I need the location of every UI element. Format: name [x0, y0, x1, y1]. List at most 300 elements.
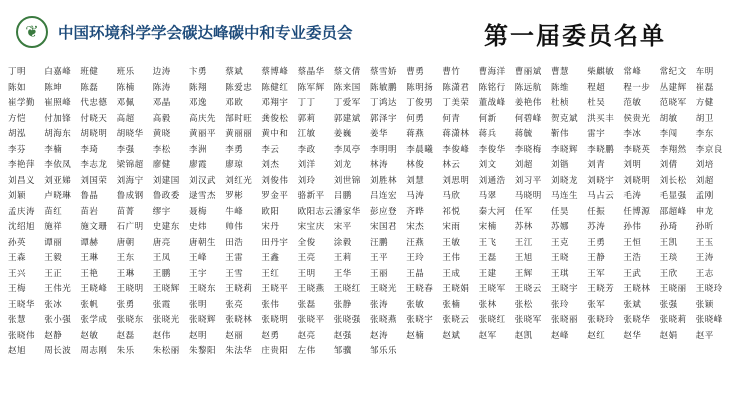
member-name: 唐朝生 — [189, 237, 217, 248]
member-name: 刘晓明 — [623, 175, 651, 186]
member-name: 刘龙 — [333, 160, 352, 170]
member-name: 蒋潇林 — [442, 129, 470, 139]
member-name: 潘家华 — [333, 206, 361, 217]
member-name: 王武 — [623, 268, 642, 279]
member-name: 姜华 — [370, 129, 389, 139]
member-name: 王辉 — [514, 268, 533, 279]
member-name: 王磊 — [478, 253, 497, 263]
member-name: 任军 — [514, 206, 533, 217]
member-name: 侯贵光 — [623, 113, 651, 124]
member-name: 李琦 — [80, 144, 99, 155]
header — [0, 0, 737, 60]
member-name: 缪宇 — [152, 206, 171, 217]
member-name: 周志刚 — [80, 346, 108, 356]
member-name: 刘超 — [514, 160, 533, 170]
member-name: 邹骥 — [333, 346, 352, 356]
member-name: 聂梅 — [189, 206, 208, 217]
member-name: 李晨曦 — [406, 144, 434, 155]
member-name: 史建东 — [152, 222, 180, 232]
member-name: 田丹宇 — [261, 237, 289, 248]
member-name: 李凤亭 — [333, 144, 361, 155]
member-name: 张勇 — [116, 299, 135, 310]
member-name: 张楠 — [442, 299, 461, 310]
member-name: 刘思明 — [442, 175, 470, 186]
member-name: 王华 — [333, 268, 352, 279]
page-title: 第一届委员名单 — [484, 22, 666, 50]
member-name: 王琳 — [80, 253, 99, 263]
member-name: 丁丁 — [297, 98, 316, 108]
member-name: 王森 — [8, 253, 27, 263]
member-name: 王晓玲 — [695, 284, 723, 294]
member-name: 李洲 — [189, 144, 208, 155]
member-name: 刘晓龙 — [551, 175, 579, 186]
member-name: 常峰 — [623, 67, 642, 77]
member-name: 王建 — [478, 268, 497, 279]
member-name: 雷宇 — [587, 129, 606, 139]
member-name: 赵明 — [189, 330, 208, 341]
member-name: 陈维 — [551, 82, 570, 93]
member-name: 刘海宁 — [116, 175, 144, 186]
member-name: 边涛 — [152, 67, 171, 77]
member-name: 赵勇 — [261, 330, 280, 341]
member-name: 王晓云 — [514, 284, 542, 294]
member-name: 代忠德 — [80, 98, 108, 108]
member-name: 邓晶 — [152, 98, 171, 108]
member-name: 蒋燕 — [406, 129, 425, 139]
member-name: 刘慧 — [406, 175, 425, 186]
member-name: 谭赫 — [80, 237, 99, 248]
member-name: 崔磊 — [695, 82, 714, 93]
member-name: 丁爱军 — [333, 98, 361, 108]
member-name: 班乐 — [116, 67, 135, 77]
member-name: 陈铭行 — [478, 82, 506, 93]
member-name: 刘文 — [478, 160, 497, 170]
member-name: 孟庆涛 — [8, 206, 36, 217]
member-name: 班健 — [80, 67, 99, 77]
member-name: 李楠 — [44, 144, 63, 155]
member-name: 王晓华 — [8, 299, 36, 310]
member-name: 鲁成钢 — [116, 191, 144, 201]
member-name: 邓佩 — [116, 98, 135, 108]
member-name: 陈远航 — [514, 82, 542, 93]
member-name: 蔡晶华 — [297, 67, 325, 77]
member-name: 唐朝 — [116, 237, 135, 248]
member-name: 常纪文 — [659, 67, 687, 77]
member-name: 马晓明 — [514, 191, 542, 201]
member-name: 黄丽平 — [189, 129, 217, 139]
member-name: 王明 — [297, 268, 316, 279]
member-name: 申龙 — [695, 206, 714, 217]
member-name: 王伟 — [442, 253, 461, 263]
member-name: 赵伟 — [152, 330, 171, 341]
member-name: 曹勇 — [406, 67, 425, 77]
member-name: 王东 — [116, 253, 135, 263]
member-name: 贺克斌 — [551, 113, 579, 124]
member-name: 张晓东 — [116, 315, 144, 325]
member-name: 张玲 — [551, 299, 570, 310]
member-name: 柴麒敏 — [587, 67, 615, 77]
member-name: 张学成 — [80, 315, 108, 325]
member-name: 张涛 — [370, 299, 389, 310]
member-name: 李晓英 — [623, 144, 651, 155]
member-name: 祁悦 — [442, 206, 461, 217]
member-name: 施文珊 — [80, 222, 108, 232]
member-name: 宋平 — [333, 222, 352, 232]
member-name: 郭建斌 — [333, 113, 361, 124]
member-name: 王静 — [587, 253, 606, 263]
member-name: 王玲 — [406, 253, 425, 263]
member-name: 孟刚 — [695, 191, 714, 201]
member-name: 王晶 — [406, 268, 425, 279]
member-name: 王晓明 — [116, 284, 144, 294]
member-name: 孙昕 — [695, 222, 714, 232]
member-name: 王晓军 — [478, 284, 506, 294]
member-name: 方健 — [695, 98, 714, 108]
member-name: 王晓莉 — [225, 284, 253, 294]
member-name: 宋国君 — [370, 222, 398, 232]
member-name: 卢晓琳 — [44, 191, 72, 201]
member-name: 蒋兵 — [478, 129, 497, 139]
member-name: 马翠 — [478, 191, 497, 201]
member-name: 付加锋 — [44, 113, 72, 124]
member-name: 庄贵阳 — [261, 346, 289, 356]
member-name: 丁鸿达 — [370, 98, 398, 108]
member-name: 王鑫 — [261, 253, 280, 263]
member-name: 王晓芳 — [587, 284, 615, 294]
member-name: 王晓宇 — [551, 284, 579, 294]
member-name: 郭莉 — [297, 113, 316, 124]
member-name: 张晓伟 — [8, 330, 36, 341]
member-name: 王鹏 — [152, 268, 171, 279]
member-name: 刘超 — [695, 175, 714, 186]
member-name: 廖琼 — [225, 160, 244, 170]
member-name: 王晓燕 — [297, 284, 325, 294]
member-name: 王勇 — [587, 237, 606, 248]
member-name: 范晓军 — [659, 98, 687, 108]
member-name: 张伟 — [261, 299, 280, 310]
member-name: 陈磊 — [80, 82, 99, 93]
member-name: 李明明 — [370, 144, 398, 155]
member-name: 曹竹 — [442, 67, 461, 77]
member-name: 胡晓华 — [116, 129, 144, 139]
member-name: 刘锴 — [551, 160, 570, 170]
member-name: 王晓 — [551, 253, 570, 263]
member-name: 姜巍 — [333, 129, 352, 139]
member-name: 李志龙 — [80, 160, 108, 170]
member-name-grid — [8, 66, 732, 359]
member-name: 李依凤 — [44, 160, 72, 170]
member-name: 廖霞 — [189, 160, 208, 170]
member-name: 张林 — [478, 299, 497, 310]
member-name: 秦大河 — [478, 206, 506, 217]
member-name: 陈坤 — [44, 82, 63, 93]
member-name: 左伟 — [297, 346, 316, 356]
member-name: 张颖 — [695, 299, 714, 310]
org-title: 中国环境科学学会碳达峰碳中和专业委员会 — [58, 24, 353, 42]
member-name: 汪燕 — [406, 237, 425, 248]
member-name: 刘建国 — [152, 175, 180, 186]
member-name: 张亮 — [225, 299, 244, 310]
member-name: 赵军 — [478, 330, 497, 341]
member-name: 赵涛 — [370, 330, 389, 341]
member-name: 张晓平 — [297, 315, 325, 325]
member-name: 张晓辉 — [189, 315, 217, 325]
member-name: 李松 — [152, 144, 171, 155]
member-name: 杜吴 — [587, 98, 606, 108]
member-name: 罗金平 — [261, 191, 289, 201]
member-name: 高毅 — [152, 113, 171, 124]
member-name: 王晓红 — [333, 284, 361, 294]
member-name: 骆新平 — [297, 191, 325, 201]
member-name: 蔡雪娇 — [370, 67, 398, 77]
member-name: 王亮 — [297, 253, 316, 263]
member-name: 刘世锦 — [333, 175, 361, 186]
member-name: 汪鹏 — [370, 237, 389, 248]
member-name: 黄中和 — [261, 129, 289, 139]
member-name: 林俊 — [406, 160, 425, 170]
member-name: 刘青 — [587, 160, 606, 170]
member-name: 王晓东 — [189, 284, 217, 294]
member-name: 蒋毓 — [514, 129, 533, 139]
member-name: 付晓天 — [80, 113, 108, 124]
member-name: 王莉 — [333, 253, 352, 263]
member-name: 蔡文倩 — [333, 67, 361, 77]
member-name: 孙琦 — [659, 222, 678, 232]
member-name: 刘晓宇 — [587, 175, 615, 186]
member-name: 胡泓 — [8, 129, 27, 139]
member-name: 刘长松 — [659, 175, 687, 186]
member-name: 宋杰 — [406, 222, 425, 232]
member-name: 赵娟 — [659, 330, 678, 341]
member-name: 丁明 — [8, 67, 27, 77]
member-name: 江敏 — [297, 129, 316, 139]
member-name: 欧阳 — [261, 206, 280, 217]
member-name: 赵磊 — [116, 330, 135, 341]
member-name: 李闯 — [659, 129, 678, 139]
member-name: 朱黎阳 — [189, 346, 217, 356]
member-name: 王凤 — [152, 253, 171, 263]
member-name: 李东 — [695, 129, 714, 139]
member-name: 马欣 — [442, 191, 461, 201]
member-name: 丁俊男 — [406, 98, 434, 108]
member-name: 张晓军 — [514, 315, 542, 325]
member-name: 陈健红 — [261, 82, 289, 93]
member-name: 朱乐 — [116, 346, 135, 356]
member-name: 刘明 — [623, 160, 642, 170]
member-name: 王晓光 — [370, 284, 398, 294]
member-name: 李俊峰 — [442, 144, 470, 155]
member-name: 朱法华 — [225, 346, 253, 356]
member-name: 苏林 — [514, 222, 533, 232]
member-name: 全俊 — [297, 237, 316, 248]
member-name: 张冰 — [44, 299, 63, 310]
member-name: 赵静 — [44, 330, 63, 341]
member-name: 张晓燕 — [370, 315, 398, 325]
member-name: 陈敏鹏 — [370, 82, 398, 93]
member-name: 张霞 — [152, 299, 171, 310]
member-name: 陈来国 — [333, 82, 361, 93]
member-name: 陈翔 — [189, 82, 208, 93]
member-name: 张小强 — [44, 315, 72, 325]
member-name: 丁美荣 — [442, 98, 470, 108]
member-name: 程一步 — [623, 82, 651, 93]
member-name: 刘颖 — [8, 191, 27, 201]
member-name: 任振 — [587, 206, 606, 217]
member-name: 王琪 — [551, 268, 570, 279]
member-name: 洪买丰 — [587, 113, 615, 124]
member-name: 何新 — [478, 113, 497, 124]
member-name: 何勇 — [406, 113, 425, 124]
member-name: 李云 — [261, 144, 280, 155]
member-name: 王梅 — [8, 284, 27, 294]
member-name: 李强 — [116, 144, 135, 155]
member-name: 靳伟 — [551, 129, 570, 139]
member-name: 王飞 — [478, 237, 497, 248]
member-name: 任昊 — [551, 206, 570, 217]
member-name: 王艳 — [80, 268, 99, 279]
member-name: 姜艳伟 — [514, 98, 542, 108]
member-name: 王欣 — [659, 268, 678, 279]
member-name: 苏涛 — [587, 222, 606, 232]
member-name: 李艳萍 — [8, 160, 36, 170]
member-name: 邵超峰 — [659, 206, 687, 217]
member-name: 高庆先 — [189, 113, 217, 124]
member-name: 王宇 — [189, 268, 208, 279]
member-name: 张敏 — [406, 299, 425, 310]
member-name: 王玉 — [695, 237, 714, 248]
member-name: 王凯 — [659, 237, 678, 248]
member-name: 吕鹏 — [333, 191, 352, 201]
member-name: 何碧峰 — [514, 113, 542, 124]
member-name: 张晓峰 — [695, 315, 723, 325]
member-name: 牛峰 — [225, 206, 244, 217]
member-name: 苗菁 — [116, 206, 135, 217]
member-name: 王晓平 — [261, 284, 289, 294]
member-name: 王平 — [370, 253, 389, 263]
member-name: 孙伟 — [623, 222, 642, 232]
member-name: 王琳 — [116, 268, 135, 279]
member-name: 刘亚娣 — [44, 175, 72, 186]
member-name: 赵丽 — [225, 330, 244, 341]
member-name: 李勇 — [225, 144, 244, 155]
member-name: 胡晓明 — [80, 129, 108, 139]
member-name: 丛建辉 — [659, 82, 687, 93]
member-name: 张静 — [333, 299, 352, 310]
member-name: 彭应登 — [370, 206, 398, 217]
member-name: 张军 — [587, 299, 606, 310]
member-name: 王晓娟 — [442, 284, 470, 294]
member-name: 曹海洋 — [478, 67, 506, 77]
member-name: 王江 — [514, 237, 533, 248]
member-name: 张松 — [514, 299, 533, 310]
member-name: 王恒 — [623, 237, 642, 248]
member-name: 李京良 — [695, 144, 723, 155]
member-name: 黄丽丽 — [225, 129, 253, 139]
member-name: 李翔然 — [659, 144, 687, 155]
member-name: 吕连宏 — [370, 191, 398, 201]
member-name: 郭泽宇 — [370, 113, 398, 124]
member-name: 李政 — [297, 144, 316, 155]
member-name: 程超 — [587, 82, 606, 93]
member-name: 陈如 — [8, 82, 27, 93]
member-name: 张强 — [659, 299, 678, 310]
member-name: 欧阳志云 — [297, 206, 334, 217]
leaf-emblem-icon: ❦ — [16, 16, 48, 48]
member-name: 宋雨 — [442, 222, 461, 232]
member-name: 邓逸 — [189, 98, 208, 108]
member-name: 白嘉峰 — [44, 67, 72, 77]
member-name: 田浩 — [225, 237, 244, 248]
member-name: 何青 — [442, 113, 461, 124]
member-name: 刘胜林 — [370, 175, 398, 186]
member-name: 郜时旺 — [225, 113, 253, 124]
member-name: 刘昌义 — [8, 175, 36, 186]
member-name: 杜桢 — [551, 98, 570, 108]
member-name: 王成 — [442, 268, 461, 279]
member-name: 王敏 — [442, 237, 461, 248]
member-name: 张晓林 — [225, 315, 253, 325]
member-name: 赵斌 — [442, 330, 461, 341]
member-name: 林涛 — [370, 160, 389, 170]
member-name: 王军 — [587, 268, 606, 279]
member-name: 张斌 — [623, 299, 642, 310]
member-name: 马占云 — [587, 191, 615, 201]
member-name: 刘红光 — [225, 175, 253, 186]
member-name: 范敏 — [623, 98, 642, 108]
member-name: 刘洋 — [297, 160, 316, 170]
member-name: 梁锦超 — [116, 160, 144, 170]
member-name: 陈潇君 — [442, 82, 470, 93]
member-name: 陈明扬 — [406, 82, 434, 93]
member-name: 张晓云 — [442, 315, 470, 325]
member-name: 李晓辉 — [551, 144, 579, 155]
member-name: 鲁晶 — [80, 191, 99, 201]
member-name: 张晓华 — [623, 315, 651, 325]
member-name: 邹乐乐 — [370, 346, 398, 356]
member-name: 逯雪杰 — [189, 191, 217, 201]
member-name: 张晓玲 — [587, 315, 615, 325]
member-name: 王琰 — [659, 253, 678, 263]
member-name: 王晓林 — [623, 284, 651, 294]
member-name: 苗岩 — [80, 206, 99, 217]
member-name: 王志 — [695, 268, 714, 279]
member-name: 王雪 — [225, 268, 244, 279]
member-name: 廖健 — [152, 160, 171, 170]
member-name: 蔡博峰 — [261, 67, 289, 77]
member-name: 孙英 — [8, 237, 27, 248]
member-name: 林云 — [442, 160, 461, 170]
member-name: 张晓光 — [152, 315, 180, 325]
member-name: 赵亮 — [297, 330, 316, 341]
member-name: 施祥 — [44, 222, 63, 232]
member-name: 赵凯 — [514, 330, 533, 341]
member-name: 苏娜 — [551, 222, 570, 232]
member-name: 李芬 — [8, 144, 27, 155]
member-name: 王晓辉 — [152, 284, 180, 294]
member-name: 宋丹 — [261, 222, 280, 232]
member-name: 胡敏 — [659, 113, 678, 124]
member-name: 王浩 — [623, 253, 642, 263]
member-name: 毛显强 — [659, 191, 687, 201]
member-name: 王伟光 — [44, 284, 72, 294]
member-name: 刘倩 — [659, 160, 678, 170]
member-name: 陈军辉 — [297, 82, 325, 93]
member-name: 张明 — [189, 299, 208, 310]
member-name: 鲁政委 — [152, 191, 180, 201]
member-name: 马连生 — [551, 191, 579, 201]
member-name: 王正 — [44, 268, 63, 279]
member-name: 宋楠 — [478, 222, 497, 232]
